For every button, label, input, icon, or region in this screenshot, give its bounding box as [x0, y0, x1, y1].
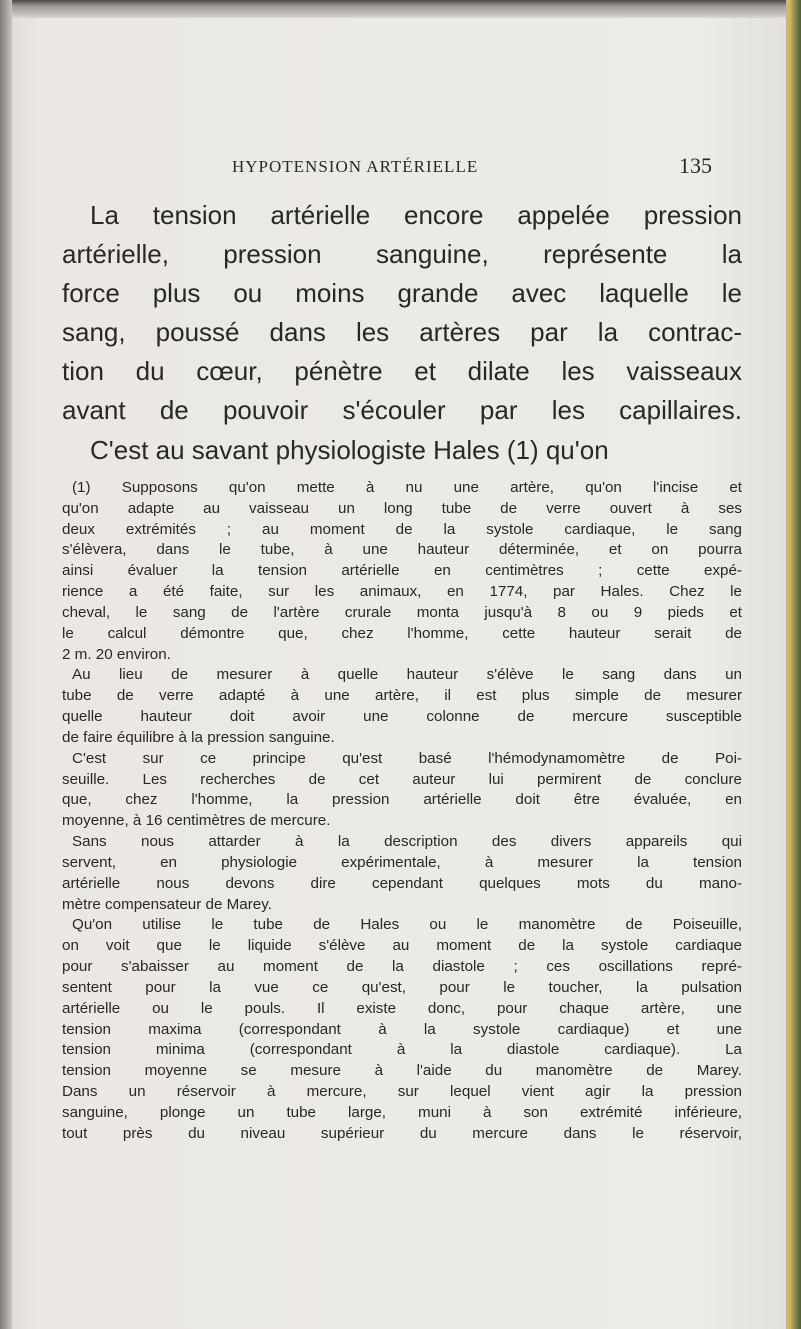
text-line: artérielle, pression sanguine, représente la	[62, 239, 742, 270]
footnote-line: deux extrémités ; au moment de la systole cardiaque, le sang	[62, 520, 742, 538]
page-right-edge	[786, 0, 801, 1329]
footnote-line: s'élèvera, dans le tube, à une hauteur déterminée, et on pourra	[62, 541, 742, 559]
footnote-line: tube de verre adapté à une artère, il est plus simple de mesurer	[62, 687, 742, 705]
text-line: sang, poussé dans les artères par la contrac-	[62, 317, 742, 348]
footnote-line: que, chez l'homme, la pression artérielle doit être évaluée, en	[62, 791, 742, 809]
footnote-line: rience a été faite, sur les animaux, en 1774, par Hales. Chez le	[62, 583, 742, 601]
text-line: force plus ou moins grande avec laquelle le	[62, 278, 742, 309]
footnote-line: ainsi évaluer la tension artérielle en centimètres ; cette expé-	[62, 562, 742, 580]
footnote-line: tension maxima (correspondant à la systole cardiaque) et une	[62, 1020, 742, 1038]
chapter-title: HYPOTENSION ARTÉRIELLE	[232, 157, 479, 176]
footnote-line: C'est sur ce principe qu'est basé l'hémodynamomètre de Poi-	[72, 749, 742, 767]
footnote-line: sentent pour la vue ce qu'est, pour le toucher, la pulsation	[62, 978, 742, 996]
footnote-line: sanguine, plonge un tube large, muni à son extrémité inférieure,	[62, 1103, 742, 1121]
footnote-line: quelle hauteur doit avoir une colonne de mercure susceptible	[62, 708, 742, 726]
footnote-line: qu'on adapte au vaisseau un long tube de verre ouvert à ses	[62, 499, 742, 517]
footnote-line: cheval, le sang de l'artère crurale monta jusqu'à 8 ou 9 pieds et	[62, 603, 742, 621]
footnote-line: seuille. Les recherches de cet auteur lui permirent de conclure	[62, 770, 742, 788]
footnote-line: Qu'on utilise le tube de Hales ou le manomètre de Poiseuille,	[72, 916, 742, 934]
running-head	[232, 153, 712, 187]
page-left-edge	[0, 0, 12, 1329]
footnote	[62, 478, 742, 1145]
footnote-line: Au lieu de mesurer à quelle hauteur s'élève le sang dans un	[72, 666, 742, 684]
footnote-line: moyenne, à 16 centimètres de mercure.	[62, 812, 331, 830]
footnote-line: (1) Supposons qu'on mette à nu une artère, qu'on l'incise et	[72, 479, 742, 496]
main-paragraph	[62, 196, 742, 470]
footnote-line: pour s'abaisser au moment de la diastole ; ces oscillations repré-	[62, 958, 742, 976]
footnote-line: mètre compensateur de Marey.	[62, 895, 272, 913]
footnote-line: tout près du niveau supérieur du mercure dans le réservoir,	[62, 1124, 742, 1142]
text-line: avant de pouvoir s'écouler par les capillaires.	[62, 395, 742, 426]
footnote-line: Dans un réservoir à mercure, sur lequel vient agir la pression	[62, 1083, 742, 1101]
text-line: La tension artérielle encore appelée pression	[90, 200, 742, 230]
text-line: tion du cœur, pénètre et dilate les vaisseaux	[62, 356, 742, 387]
text-line: C'est au savant physiologiste Hales (1) qu'on	[90, 434, 609, 465]
footnote-line: de faire équilibre à la pression sanguine.	[62, 728, 335, 746]
footnote-line: artérielle nous devons dire cependant quelques mots du mano-	[62, 874, 742, 892]
footnote-line: 2 m. 20 environ.	[62, 645, 171, 663]
page-number: 135	[679, 153, 712, 178]
footnote-line: servent, en physiologie expérimentale, à mesurer la tension	[62, 853, 742, 871]
footnote-line: le calcul démontre que, chez l'homme, cette hauteur serait de	[62, 624, 742, 642]
page-top-edge	[0, 0, 801, 18]
footnote-line: tension minima (correspondant à la diastole cardiaque). La	[62, 1041, 742, 1059]
footnote-line: on voit que le liquide s'élève au moment de la systole cardiaque	[62, 937, 742, 955]
footnote-line: Sans nous attarder à la description des divers appareils qui	[72, 833, 742, 851]
footnote-line: tension moyenne se mesure à l'aide du manomètre de Marey.	[62, 1062, 742, 1080]
footnote-line: artérielle ou le pouls. Il existe donc, pour chaque artère, une	[62, 999, 742, 1017]
